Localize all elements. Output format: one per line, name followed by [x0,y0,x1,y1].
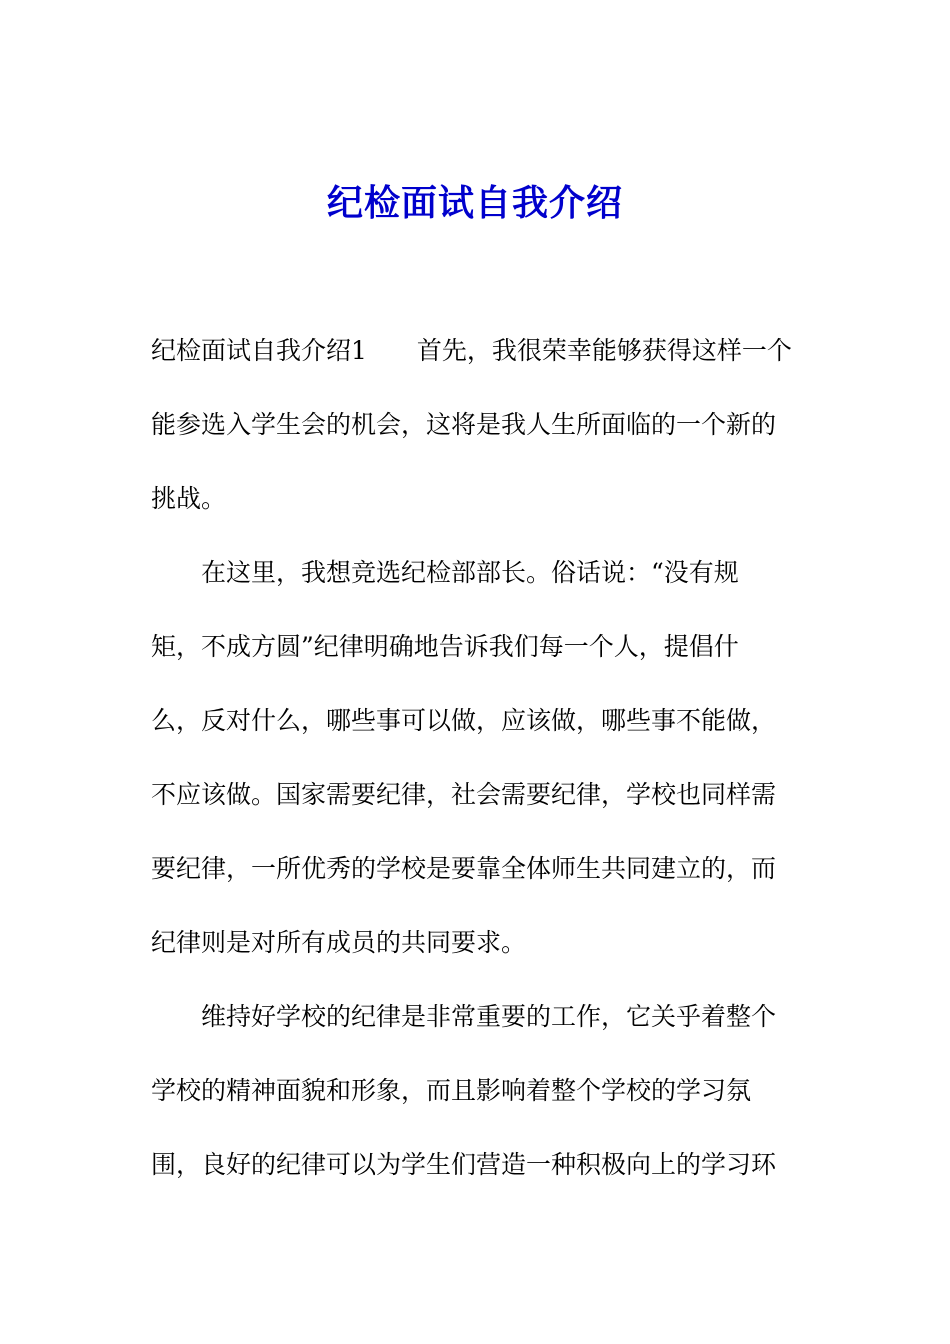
body-line: 纪检面试自我介绍1 首先，我很荣幸能够获得这样一个 [151,336,792,365]
body-line: 么，反对什么，哪些事可以做，应该做，哪些事不能做， [151,706,777,735]
body-line: 要纪律，一所优秀的学校是要靠全体师生共同建立的，而 [151,854,777,883]
body-line: 围，良好的纪律可以为学生们营造一种积极向上的学习环 [151,1150,777,1179]
body-line: 矩，不成方圆”纪律明确地告诉我们每一个人，提倡什 [151,632,739,661]
body-line: 维持好学校的纪律是非常重要的工作，它关乎着整个 [201,1002,777,1031]
body-line: 能参选入学生会的机会，这将是我人生所面临的一个新的 [151,410,777,439]
body-line: 纪律则是对所有成员的共同要求。 [151,928,527,957]
body-line: 在这里，我想竞选纪检部部长。俗话说：“没有规 [201,558,739,587]
document-title: 纪检面试自我介绍 [326,182,623,224]
body-line: 挑战。 [151,484,227,513]
body-line: 学校的精神面貌和形象，而且影响着整个学校的学习氛 [151,1076,752,1105]
body-line: 不应该做。国家需要纪律，社会需要纪律，学校也同样需 [151,780,777,809]
